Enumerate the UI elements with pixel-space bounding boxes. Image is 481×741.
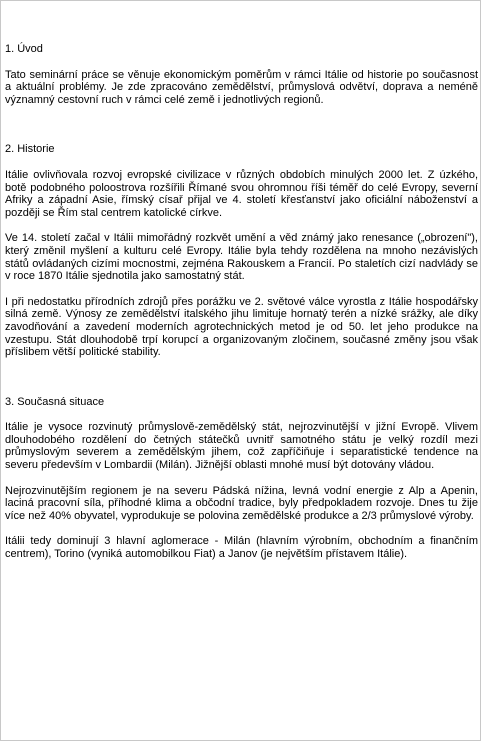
paragraph: I při nedostatku přírodních zdrojů přes porážku ve 2. světové válce vyrostla z Itálie hospodářsky silná země. Výnosy ze zemědělství italského jihu limituje hornatý terén a nízké srážky, ale díky zavodňování a zavedení moderních agrotechnických metod je od 50. let jeho produkce na vzestupu. Stát dlouhodobě trpí korupcí a organizovaným zločinem, současné změny jsou však příslibem větší politické stability. xyxy=(5,295,478,359)
paragraph: Itálie je vysoce rozvinutý průmyslově-zemědělský stát, nejrozvinutější v jižní Evropě. Vlivem dlouhodobého rozdělení do četných státečků uvnitř samotného státu je velký rozdíl mezi průmyslovým severem a zemědělským jihem, což zapříčiňuje i separatistické tendence na severu především v Lombardii (Milán). Jižnější oblasti mnohé musí být dotovány vládou. xyxy=(5,421,478,472)
paragraph: Ve 14. století začal v Itálii mimořádný rozkvět umění a věd známý jako renesance („obrození"), který změnil myšlení a kulturu celé Evropy. Itálie byla tehdy rozdělena na mnoho nezávislých států ovládaných cizími mocnostmi, zejména Rakouskem a Francií. Po staletích cizí nadvlády se v roce 1870 Itálie sjednotila jako samostatný stát. xyxy=(5,232,478,283)
section-spacer xyxy=(5,372,478,384)
section-spacer xyxy=(5,119,478,131)
section-heading-uvod: 1. Úvod xyxy=(5,43,43,55)
document-body xyxy=(5,31,478,574)
paragraph: Nejrozvinutějším regionem je na severu Pádská nížina, levná vodní energie z Alp a Apenin, laciná pracovní síla, příhodné klima a občodní tradice, byly předpokladem rozvoje. Dnes tu žije více než 40% obyvatel, vyprodukuje se polovina zemědělské produkce a 2/3 průmyslové výroby. xyxy=(5,484,478,522)
paragraph: Itálii tedy dominují 3 hlavní aglomerace - Milán (hlavním výrobním, obchodním a finančním centrem), Torino (vyniká automobilkou Fiat) a Janov (je největším přístavem Itálie). xyxy=(5,535,478,561)
paragraph: Tato seminární práce se věnuje ekonomickým poměrům v rámci Itálie od historie po současnost a aktuální problémy. Je zde zpracováno zemědělství, průmyslová odvětví, doprava a neméně významný cestovní ruch v rámci celé země i jednotlivých regionů. xyxy=(5,68,478,106)
paragraph: Itálie ovlivňovala rozvoj evropské civilizace v různých obdobích minulých 2000 let. Z úzkého, botě podobného poloostrova rozšířili Římané svou ohromnou říši téměř do celé Evropy, severní Afriky a západní Asie, římský císař přijal ve 4. století křesťanství jako oficiální náboženství a později se Řím stal centrem katolické církve. xyxy=(5,168,478,219)
section-heading-historie: 2. Historie xyxy=(5,143,55,156)
section-heading-soucasna-situace: 3. Současná situace xyxy=(5,395,105,408)
